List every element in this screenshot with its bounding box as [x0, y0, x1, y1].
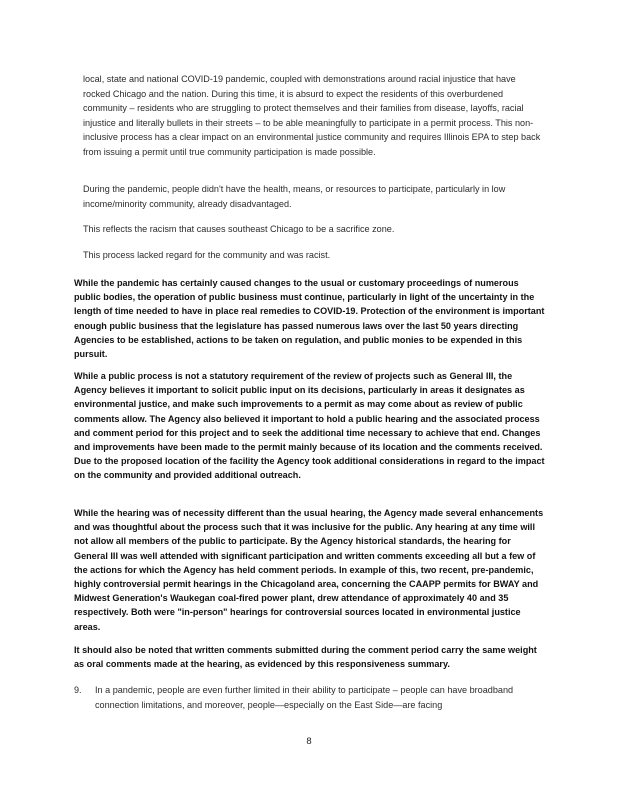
- quoted-comment: During the pandemic, people didn't have the health, means, or resources to participate, particularly in low income/minority community, already disadvantaged.: [83, 184, 506, 209]
- quoted-comment: local, state and national COVID-19 pandemic, coupled with demonstrations around racial injustice that have rocked Chicago and the nation. During this time, it is absurd to expect the residents of this overburdened community – residents who are struggling to protect themselves and their families from disease, layoffs, racial injustice and literally bullets in their streets – to be able meaningfully to participate in a permit process. This non-inclusive process has a clear impact on an environmental justice community and requires Illinois EPA to step back from issuing a permit until true community participation is made possible.: [83, 74, 541, 157]
- page-number: 8: [306, 736, 312, 747]
- agency-response-paragraph: It should also be noted that written comments submitted during the comment period carry the same weight as oral comments made at the hearing, as evidenced by this responsiveness summary.: [74, 645, 537, 670]
- quoted-comment: This reflects the racism that causes southeast Chicago to be a sacrifice zone.: [83, 224, 395, 234]
- comment-item-number: 9.: [74, 685, 82, 695]
- comment-item-text: In a pandemic, people are even further limited in their ability to participate – people can have broadband connection limitations, and moreover, people—especially on the East Side—are facing: [95, 685, 514, 710]
- agency-response-paragraph: While the pandemic has certainly caused changes to the usual or customary proceedings of numerous public bodies, the operation of public business must continue, particularly in light of the uncertainty in the length of time needed to have in place real remedies to COVID-19. Protection of the environment is important enough public business that the legislature has passed numerous laws over the last 50 years directing Agencies to be established, actions to be taken on regulation, and public monies to be expended in this pursuit.: [74, 278, 545, 360]
- agency-response-paragraph: While a public process is not a statutory requirement of the review of projects such as General III, the Agency believes it important to solicit public input on its decisions, particularly in areas it designates as environmental justice, and make such improvements to a permit as may come about as review of public comments allow. The Agency also believed it important to hold a public hearing and the associated process and comment period for this project and to seek the additional time necessary to achieve that end. Changes and improvements have been made to the permit mainly because of its location and the comments received. Due to the proposed location of the facility the Agency took additional considerations in regard to the impact on the community and provided additional outreach.: [74, 371, 545, 481]
- agency-response-paragraph: While the hearing was of necessity different than the usual hearing, the Agency made several enhancements and was thoughtful about the process such that it was inclusive for the public. Any hearing at any time will not allow all members of the public to participate. By the Agency historical standards, the hearing for General III was well attended with significant participation and written comments exceeding all but a few of the actions for which the Agency has held comment periods. In example of this, two recent, pre-pandemic, highly controversial permit hearings in the Chicagoland area, concerning the CAAPP permits for BWAY and Midwest Generation's Waukegan coal-fired power plant, drew attendance of approximately 40 and 35 respectively. Both were "in-person" hearings for controversial sources located in environmental justice areas.: [74, 508, 544, 632]
- quoted-comment: This process lacked regard for the community and was racist.: [83, 250, 331, 260]
